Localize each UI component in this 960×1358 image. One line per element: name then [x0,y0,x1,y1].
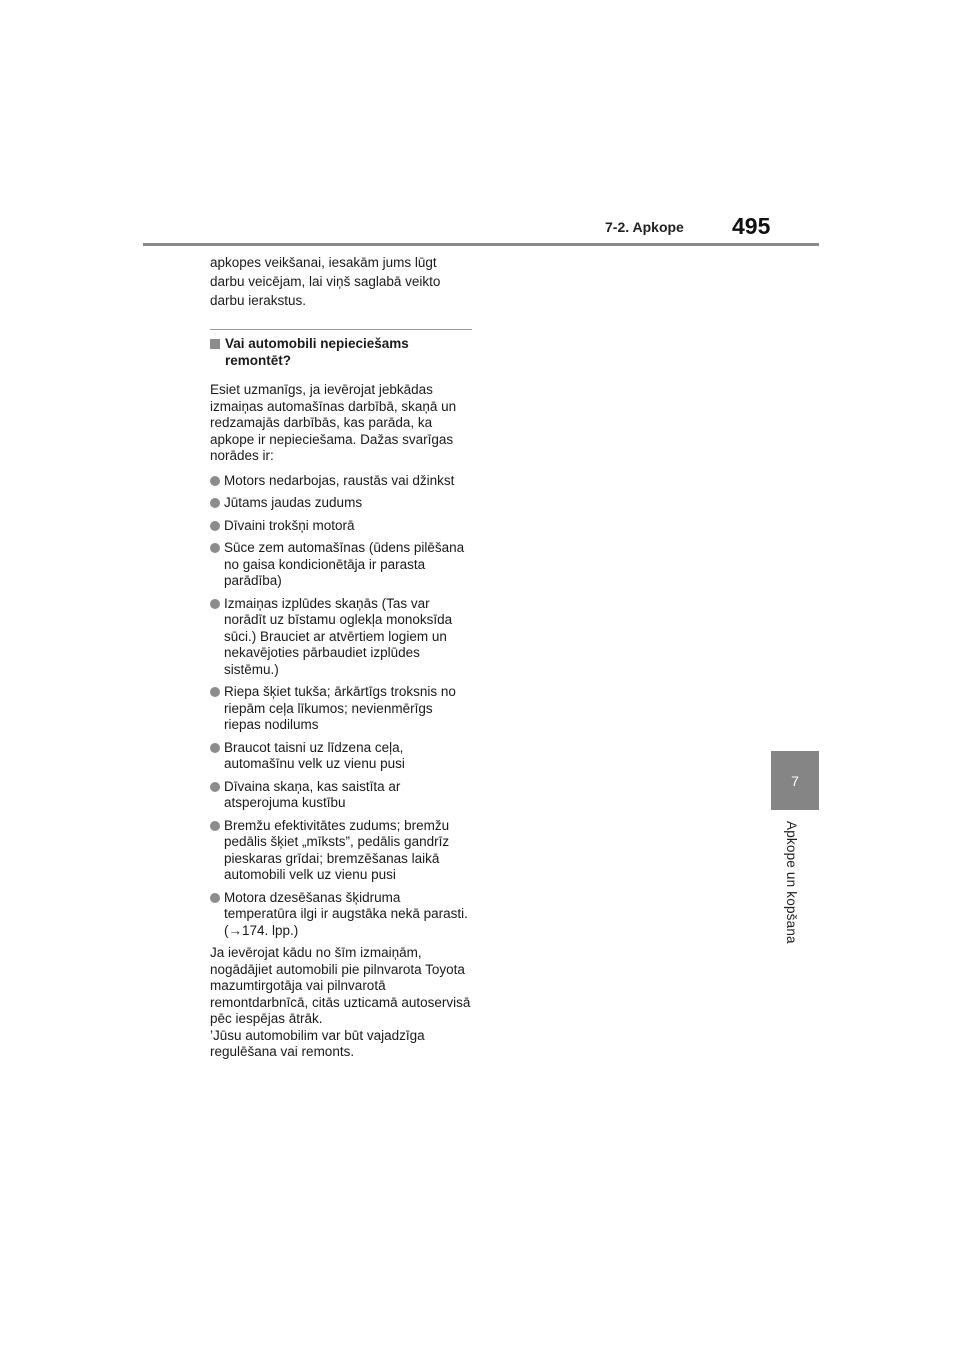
round-bullet-icon [210,743,220,753]
list-item-text: Izmaiņas izplūdes skaņās (Tas var norādīt uz bīstamu oglekļa monoksīda sūci.) Brauciet ar atvērtiem logiem un nekavējoties pārbaudiet izplūdes sistēmu.) [224,595,453,677]
list-item-text: Braucot taisni uz līdzena ceļa, automašīnu velk uz vienu pusi [224,739,405,771]
chapter-number: 7 [791,772,799,789]
list-item [210,540,472,590]
round-bullet-icon [210,782,220,792]
list-item-text: Bremžu efektivitātes zudums; bremžu pedālis šķiet „mīksts”, pedālis gandrīz pieskaras grīdai; bremzēšanas laikā automobili velk uz vienu pusi [224,817,450,882]
section-heading [210,336,472,369]
closing-text-1: Ja ievērojat kādu no šīm izmaiņām, nogādājiet automobili pie pilnvarota Toyota mazumtirgotāja vai pilnvarotā remontdarbnīcā, citās uzticamā autoservisā pēc iespējas ātrāk. [210,945,471,1026]
main-content [210,253,472,1061]
list-item [210,779,472,812]
chapter-tab [771,751,819,810]
list-item-text: Jūtams jaudas zudums [224,495,363,510]
symptom-list [210,473,472,940]
section-heading-text: Vai automobili nepieciešams remontēt? [225,336,409,368]
list-item-text: Motora dzesēšanas šķidruma temperatūra ilgi ir augstāka nekā parasti.(→174. lpp.) [224,889,468,938]
list-item [210,740,472,773]
list-item [210,818,472,884]
list-item [210,518,472,535]
list-item [210,473,472,490]
chapter-title: Apkope un kopšana [784,821,799,944]
round-bullet-icon [210,687,220,697]
round-bullet-icon [210,498,220,508]
header-section-title: 7-2. Apkope [605,219,684,235]
intro-paragraph: apkopes veikšanai, iesakām jums lūgt darbu veicējam, lai viņš saglabā veikto darbu ierakstus. [210,255,441,308]
section-paragraph: Esiet uzmanīgs, ja ievērojat jebkādas izmaiņas automašīnas darbībā, skaņā un redzamajās darbībās, kas parāda, ka apkope ir nepieciešama. Dažas svarīgas norādes ir: [210,382,457,463]
list-item-text: Dīvaini trokšņi motorā [224,517,355,533]
round-bullet-icon [210,893,220,903]
round-bullet-icon [210,821,220,831]
list-item [210,495,472,512]
round-bullet-icon [210,599,220,609]
header-divider [143,243,819,246]
list-item [210,890,472,940]
round-bullet-icon [210,476,220,486]
section-divider [210,329,472,330]
round-bullet-icon [210,521,220,531]
page-number: 495 [732,213,771,239]
list-item [210,596,472,679]
list-item [210,684,472,734]
list-item-text: Sūce zem automašīnas (ūdens pilēšana no gaisa kondicionētāja ir parasta parādība) [224,540,465,588]
closing-text-2: ’Jūsu automobilim var būt vajadzīga regulēšana vai remonts. [210,1027,425,1059]
round-bullet-icon [210,543,220,553]
square-bullet-icon [210,339,220,349]
list-item-text: Riepa šķiet tukša; ārkārtīgs troksnis no riepām ceļa līkumos; nevienmērīgs riepas nodilums [224,684,456,732]
list-item-text: Motors nedarbojas, raustās vai džinkst [224,472,455,488]
closing-paragraph [210,945,472,1061]
list-item-text: Dīvaina skaņa, kas saistīta ar atsperojuma kustību [224,778,401,810]
